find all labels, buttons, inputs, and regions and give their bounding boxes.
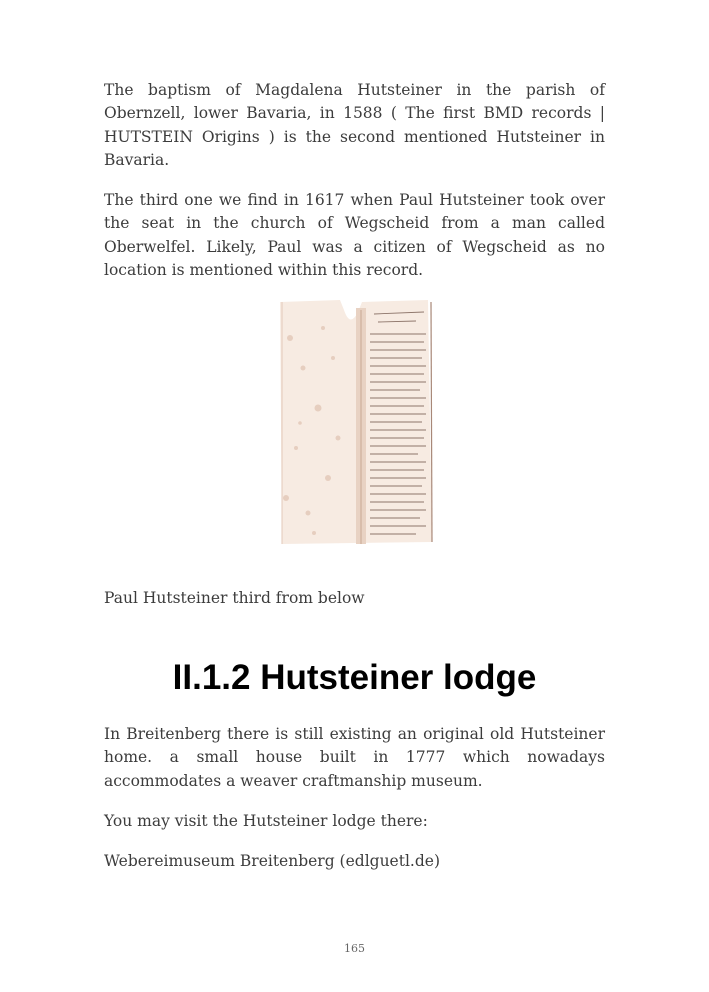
paragraph-visit: You may visit the Hutsteiner lodge there: bbox=[104, 812, 428, 830]
paragraph-baptism: The baptism of Magdalena Hutsteiner in the parish of Obernzell, lower Bavaria, in 1588 ( The first BMD records | HUTSTEIN Origins ) is the second mentioned Hutsteiner in Bavaria. bbox=[104, 81, 605, 169]
paragraph-lodge: In Breitenberg there is still existing an original old Hutsteiner home. a small house built in 1777 which nowadays accommodates a weaver craftmanship museum. bbox=[104, 725, 605, 790]
church-record-scan bbox=[278, 298, 434, 546]
section-heading: II.1.2 Hutsteiner lodge bbox=[172, 658, 537, 697]
figure-caption: Paul Hutsteiner third from below bbox=[104, 589, 365, 607]
page-number: 165 bbox=[344, 942, 365, 955]
museum-link-text: Webereimuseum Breitenberg (edlguetl.de) bbox=[104, 852, 440, 870]
paragraph-third-mention: The third one we find in 1617 when Paul Hutsteiner took over the seat in the church of Wegscheid from a man called Oberwelfel. Likely, Paul was a citizen of Wegscheid as no location is mentioned within this record. bbox=[104, 191, 605, 279]
